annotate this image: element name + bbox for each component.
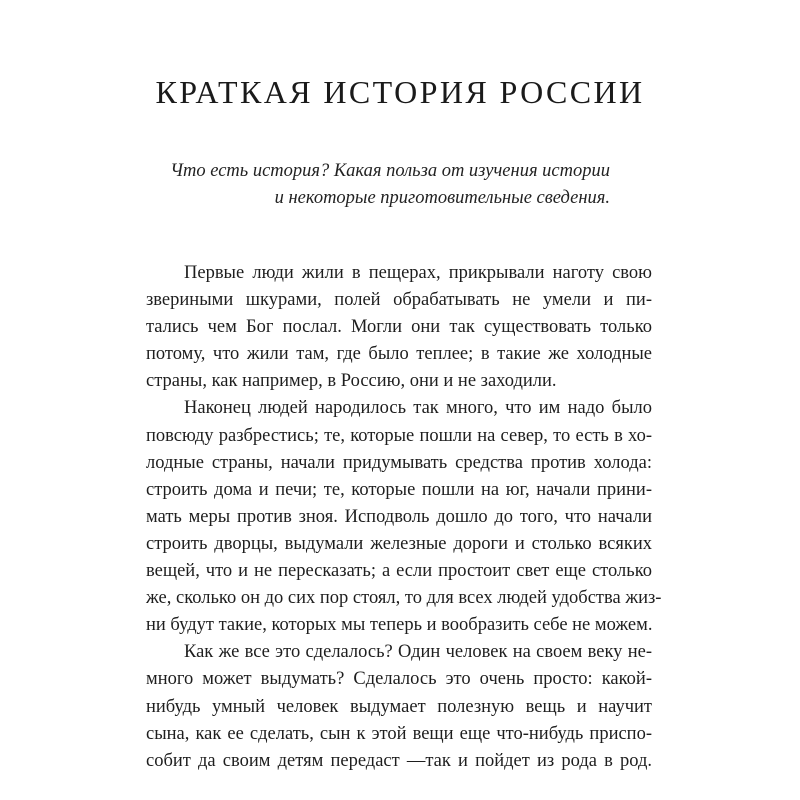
body-line: нибудь умный человек выдумает полезную вещь и научит <box>146 696 652 717</box>
body-line: повсюду разбрестись; те, которые пошли на север, то есть в хо- <box>146 425 652 446</box>
body-line: мать меры против зноя. Исподволь дошло до того, что начали <box>146 506 652 527</box>
body-line: строить дома и печи; те, которые пошли на юг, начали прини- <box>146 479 652 500</box>
body-line: ни будут такие, которых мы теперь и вообразить себе не можем. <box>146 615 653 636</box>
body-line: сына, как ее сделать, сын к этой вещи еще что-нибудь приспо- <box>146 723 652 744</box>
body-line: строить дворцы, выдумали железные дороги и столько всяких <box>146 533 652 554</box>
epigraph <box>150 158 610 212</box>
body-line: страны, как например, в Россию, они и не заходили. <box>146 371 557 392</box>
body-text <box>146 260 662 775</box>
body-line: Как же все это сделалось? Один человек на своем веку не- <box>184 642 652 663</box>
body-line: звериными шкурами, полей обрабатывать не умели и пи- <box>146 290 652 311</box>
body-line: же, сколько он до сих пор стоял, то для всех людей удобства жиз- <box>146 588 662 609</box>
epigraph-line: Что есть история? Какая польза от изучения истории <box>170 161 610 181</box>
body-line: Первые люди жили в пещерах, прикрывали наготу свою <box>184 263 652 283</box>
body-line: Наконец людей народилось так много, что им надо было <box>184 398 652 419</box>
body-line: собит да своим детям передаст —так и пойдет из рода в род. <box>146 750 652 771</box>
body-line: много может выдумать? Сделалось это очень просто: какой- <box>146 669 652 690</box>
body-line: потому, что жили там, где было теплее; в такие же холодные <box>146 344 652 365</box>
epigraph-line: и некоторые приготовительные сведения. <box>274 188 610 208</box>
body-line: тались чем Бог послал. Могли они так существовать только <box>146 317 652 338</box>
body-line: лодные страны, начали придумывать средства против холода: <box>146 452 652 473</box>
body-line: вещей, что и не пересказать; а если простоит свет еще столько <box>146 561 652 582</box>
chapter-title: КРАТКАЯ ИСТОРИЯ РОССИИ <box>155 74 645 110</box>
